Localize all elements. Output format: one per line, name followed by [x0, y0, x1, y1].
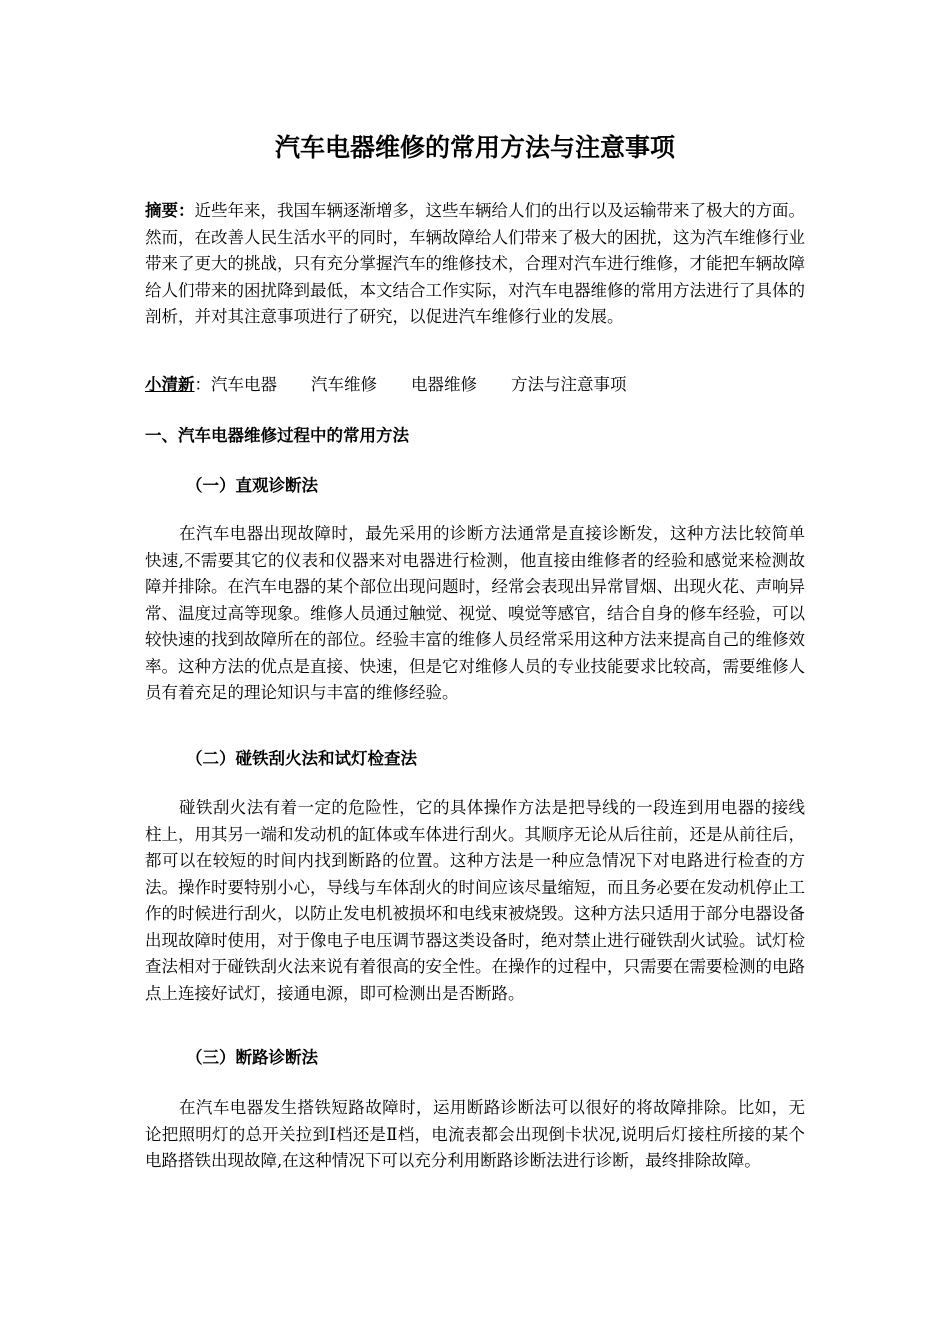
abstract-paragraph: [145, 198, 805, 331]
subsection-3-heading: （三）断路诊断法: [186, 1048, 318, 1067]
keywords-label: 小清新: [145, 375, 195, 394]
keyword-item: 电器维修: [411, 375, 477, 394]
subsection-2-paragraph: 碰铁刮火法有着一定的危险性，它的具体操作方法是把导线的一段连到用电器的接线柱上，用其另一端和发动机的缸体或车体进行刮火。其顺序无论从后往前，还是从前往后，都可以在较短的时间内找到断路的位置。这种方法是一种应急情况下对电路进行检查的方法。操作时要特别小心，导线与车体刮火的时间应该尽量缩短，而且务必要在发动机停止工作的时候进行刮火，以防止发电机被损坏和电线束被烧毁。这种方法只适用于部分电器设备出现故障时使用，对于像电子电压调节器这类设备时，绝对禁止进行碰铁刮火试验。试灯检查法相对于碰铁刮火法来说有着很高的安全性。在操作的过程中，只需要在需要检测的电路点上连接好试灯，接通电源，即可检测出是否断路。: [145, 798, 805, 1003]
subsection-1-paragraph: 在汽车电器出现故障时，最先采用的诊断方法通常是直接诊断发，这种方法比较简单快速,不需要其它的仪表和仪器来对电器进行检测，他直接由维修者的经验和感觉来检测故障并排除。在汽车电器的某个部位出现问题时，经常会表现出异常冒烟、出现火花、声响异常、温度过高等现象。维修人员通过触觉、视觉、嗅觉等感官，结合自身的修车经验，可以较快速的找到故障所在的部位。经验丰富的维修人员经常采用这种方法来提高自己的维修效率。这种方法的优点是直接、快速，但是它对维修人员的专业技能要求比较高，需要维修人员有着充足的理论知识与丰富的维修经验。: [145, 524, 805, 702]
abstract-label: 摘要：: [145, 201, 195, 220]
subsection-3-paragraph: 在汽车电器发生搭铁短路故障时，运用断路诊断法可以很好的将故障排除。比如，无论把照明灯的总开关拉到Ⅰ档还是Ⅱ档，电流表都会出现倒卡状况,说明后灯接柱所接的某个电路搭铁出现故障,在这种情况下可以充分利用断路诊断法进行诊断，最终排除故障。: [145, 1098, 805, 1170]
subsection-1-heading: （一）直观诊断法: [186, 476, 318, 495]
abstract-text: 近些年来，我国车辆逐渐增多，这些车辆给人们的出行以及运输带来了极大的方面。然而，在改善人民生活水平的同时，车辆故障给人们带来了极大的困扰，这为汽车维修行业带来了更大的挑战，只有充分掌握汽车的维修技术，合理对汽车进行维修，才能把车辆故障给人们带来的困扰降到最低，本文结合工作实际，对汽车电器维修的常用方法进行了具体的剖析，并对其注意事项进行了研究，以促进汽车维修行业的发展。: [145, 201, 805, 326]
keyword-item: 汽车维修: [311, 375, 377, 394]
section-1-heading: 一、汽车电器维修过程中的常用方法: [145, 426, 409, 445]
keyword-item: 方法与注意事项: [511, 375, 627, 394]
keyword-item: 汽车电器: [211, 375, 277, 394]
keywords-separator: ：: [194, 375, 211, 394]
keywords-line: [145, 372, 805, 399]
document-title: 汽车电器维修的常用方法与注意事项: [274, 133, 675, 162]
subsection-2-heading: （二）碰铁刮火法和试灯检查法: [186, 749, 417, 768]
